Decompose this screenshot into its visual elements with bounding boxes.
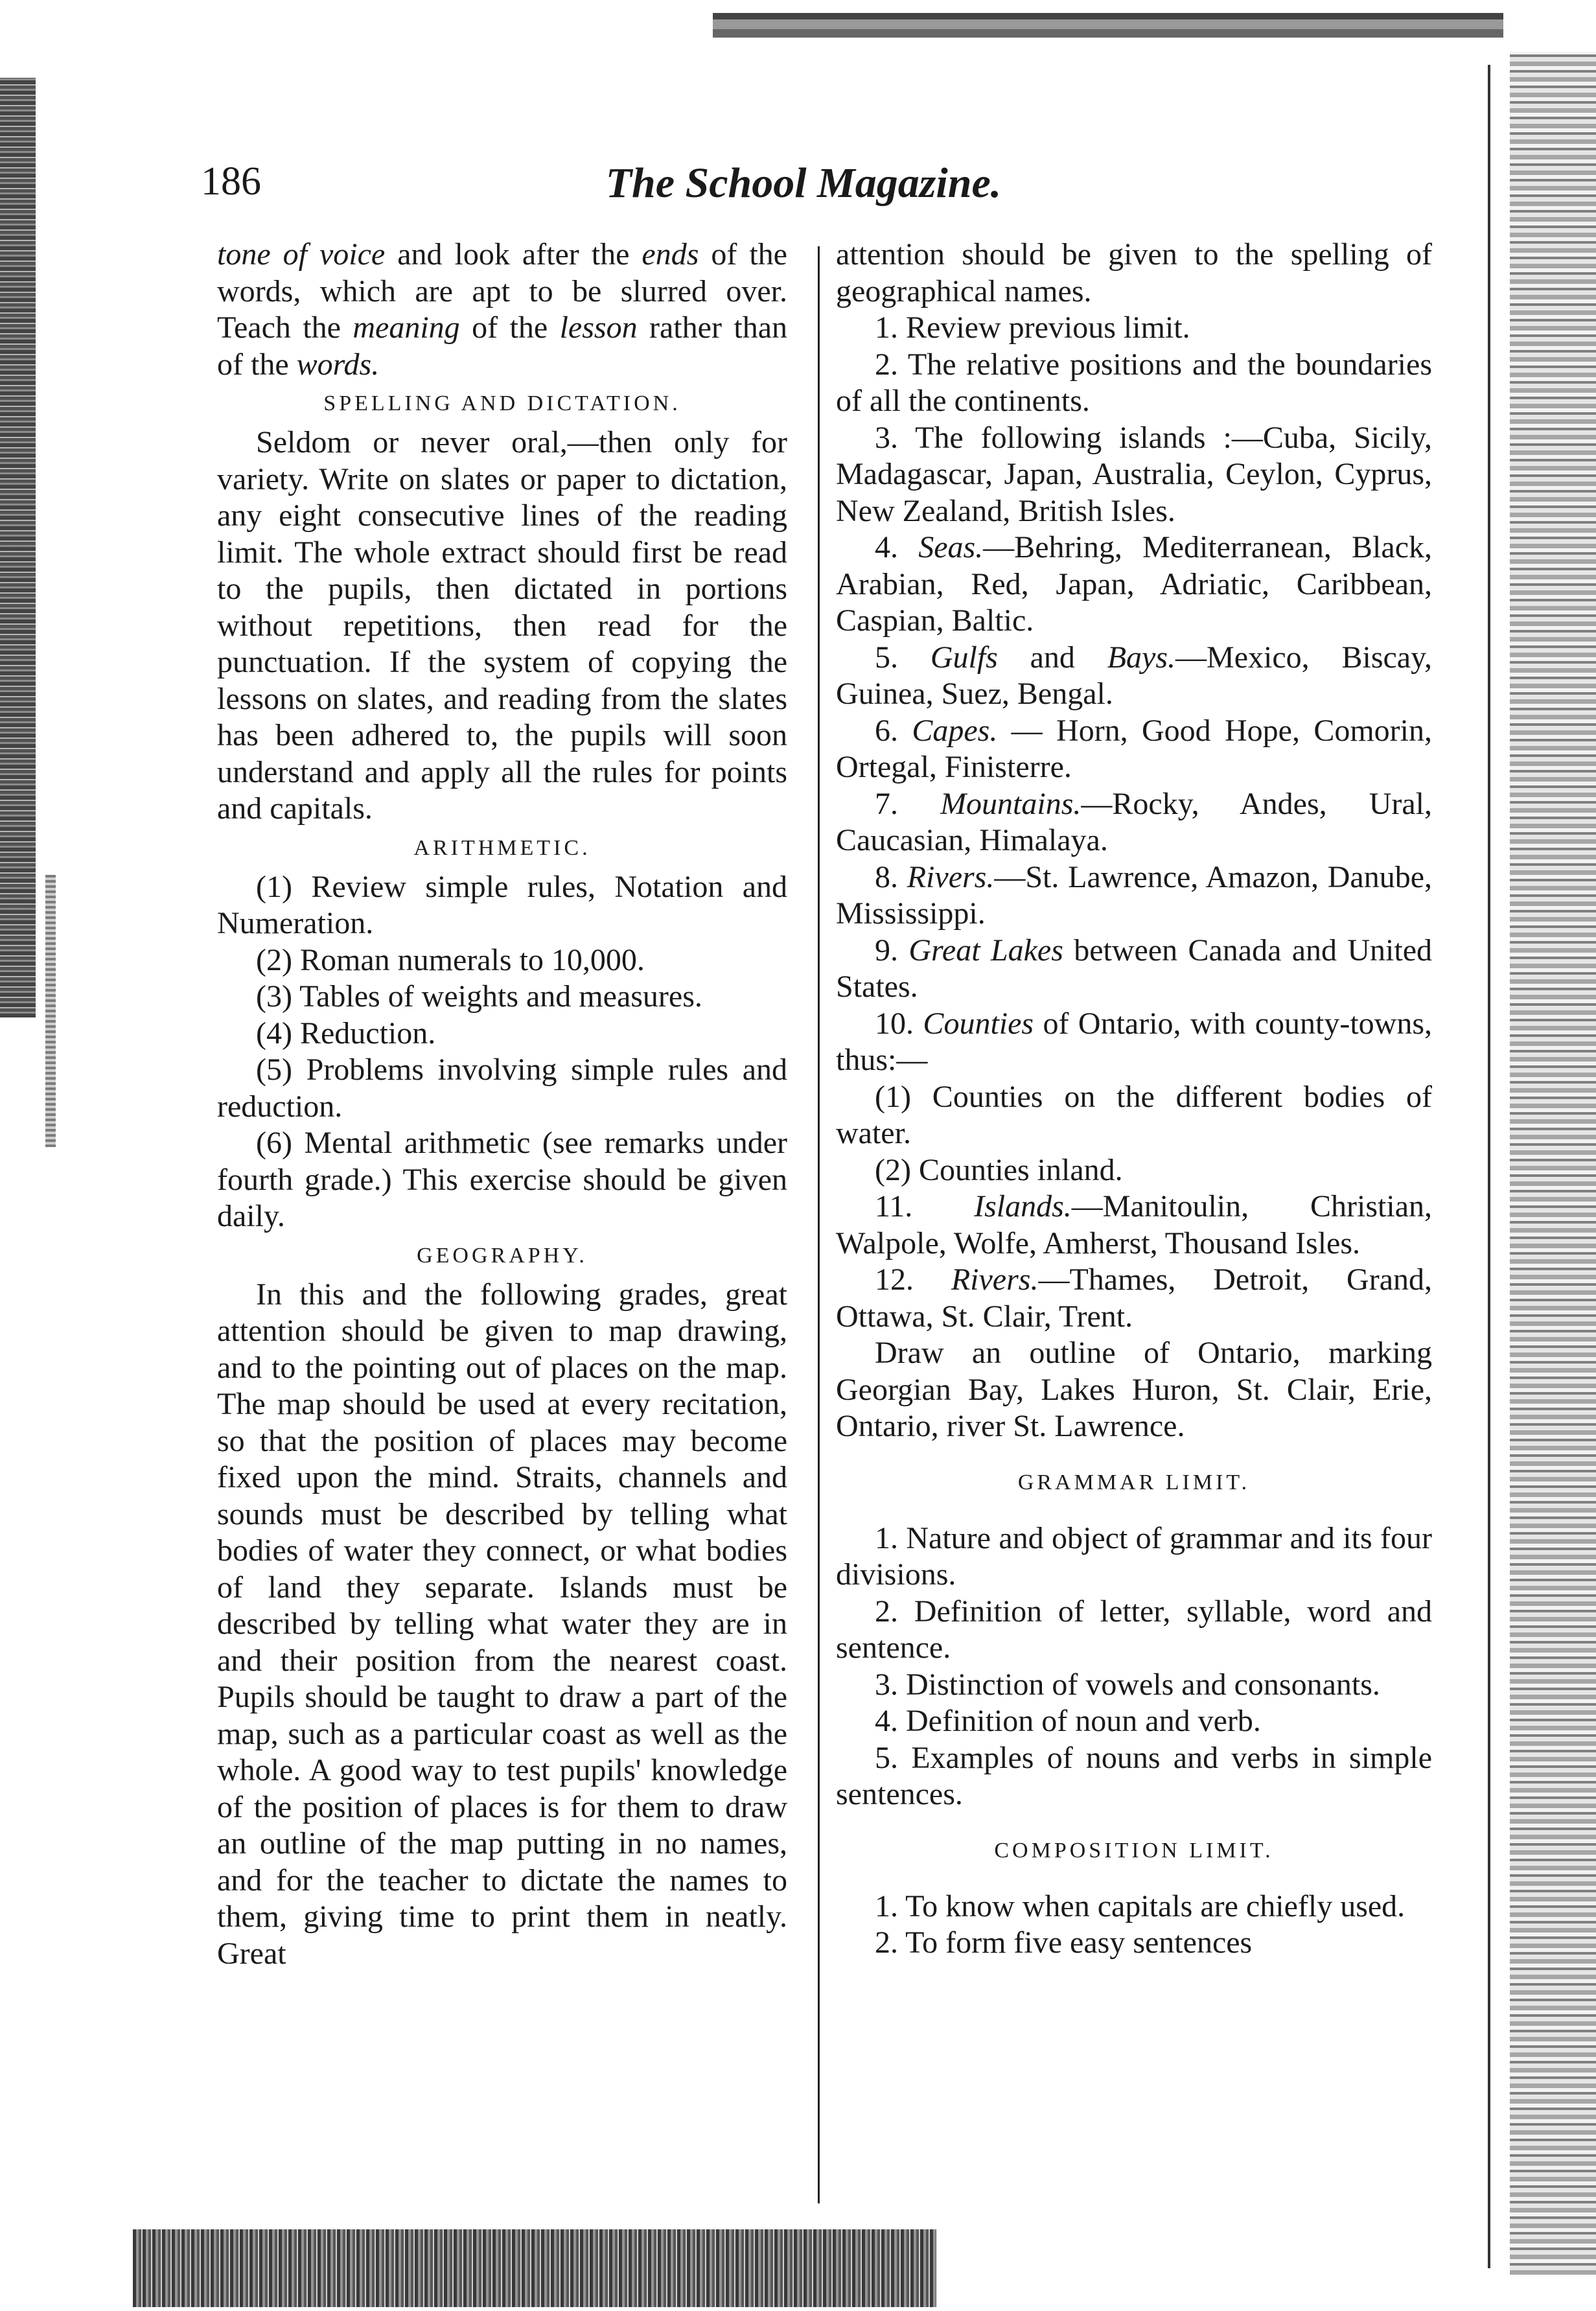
item-text: between Canada and United States. xyxy=(836,933,1433,1004)
emphasis-text: meaning xyxy=(353,310,460,345)
emphasis-text: tone of voice xyxy=(217,237,386,272)
item-number: 4. xyxy=(875,530,919,564)
right-column xyxy=(836,237,1432,1962)
item-number: 10. xyxy=(875,1006,923,1041)
list-item xyxy=(836,933,1432,1006)
list-item: (3) Tables of weights and measures. xyxy=(256,979,702,1014)
list-item: 2. Definition of letter, syllable, word and sentence. xyxy=(836,1594,1432,1665)
list-item xyxy=(836,1262,1432,1335)
item-number: 12. xyxy=(875,1262,951,1297)
section-heading-spelling: SPELLING AND DICTATION. xyxy=(323,391,681,415)
list-item: (1) Counties on the different bodies of water. xyxy=(836,1079,1432,1150)
body-text: rather than of the xyxy=(217,310,787,382)
section-heading-grammar: GRAMMAR LIMIT. xyxy=(1017,1470,1251,1494)
item-number: 8. xyxy=(875,859,907,894)
emphasis-text: ends xyxy=(642,237,699,272)
item-number: 5. xyxy=(875,640,931,675)
item-text: and xyxy=(997,640,1107,675)
list-item xyxy=(836,859,1432,933)
list-item: 1. Nature and object of grammar and its four divisions. xyxy=(836,1520,1432,1592)
list-item: 2. To form five easy sentences xyxy=(875,1925,1253,1960)
item-number: 9. xyxy=(875,933,909,968)
section-heading-composition: COMPOSITION LIMIT. xyxy=(994,1838,1274,1863)
paragraph-tone-of-voice xyxy=(217,237,787,383)
list-item: 2. The relative positions and the boundaries of all the continents. xyxy=(836,347,1432,418)
scan-edge-bottom xyxy=(133,2229,936,2307)
item-label: Counties xyxy=(923,1006,1034,1041)
scan-edge-left-lower xyxy=(45,875,56,1147)
item-label: Seas. xyxy=(918,530,984,564)
column-divider xyxy=(818,246,820,2203)
list-item: 3. Distinction of vowels and consonants. xyxy=(875,1667,1380,1702)
item-number: 6. xyxy=(875,713,912,748)
list-item: 1. To know when capitals are chiefly used. xyxy=(875,1888,1405,1923)
body-text: and look after the xyxy=(385,237,642,272)
item-label: Mountains. xyxy=(940,786,1081,821)
list-item: 3. The following islands :—Cuba, Sicily, Madagascar, Japan, Australia, Ceylon, Cyprus, New Zealand, British Isles. xyxy=(836,420,1432,528)
item-text: —St. Lawrence, Amazon, Danube, Mississippi. xyxy=(836,859,1433,931)
item-label: Bays. xyxy=(1107,640,1176,675)
running-title: The School Magazine. xyxy=(605,159,1002,207)
left-column xyxy=(217,237,787,1972)
scan-edge-top xyxy=(713,0,1503,45)
item-text: —Behring, Mediterranean, Black, Arabian, Red, Japan, Adriatic, Caribbean, Caspian, Baltic. xyxy=(836,530,1432,638)
list-item: (2) Roman numerals to 10,000. xyxy=(256,942,645,977)
list-item: 1. Review previous limit. xyxy=(875,310,1190,345)
list-item: (4) Reduction. xyxy=(256,1016,436,1051)
item-text: —Thames, Detroit, Grand, Ottawa, St. Clair, Trent. xyxy=(836,1262,1433,1334)
list-item xyxy=(836,713,1432,786)
section-heading-arithmetic: ARITHMETIC. xyxy=(413,835,591,860)
section-heading-geography: GEOGRAPHY. xyxy=(417,1243,588,1268)
item-number: 7. xyxy=(875,786,941,821)
list-item xyxy=(836,1006,1432,1079)
item-label: Rivers. xyxy=(907,859,995,894)
list-item xyxy=(836,529,1432,640)
list-item xyxy=(836,1189,1432,1262)
list-item xyxy=(836,640,1432,713)
list-item: (1) Review simple rules, Notation and Numeration. xyxy=(217,869,787,940)
item-text: —Rocky, Andes, Ural, Caucasian, Himalaya. xyxy=(836,786,1433,857)
list-item: 4. Definition of noun and verb. xyxy=(875,1704,1261,1738)
list-item: (5) Problems involving simple rules and reduction. xyxy=(217,1052,787,1124)
list-item: (2) Counties inland. xyxy=(875,1152,1123,1187)
paragraph-continuation: attention should be given to the spelling of geographical names. xyxy=(836,237,1432,308)
item-text: —Manitoulin, Christian, Walpole, Wolfe, Amherst, Thousand Isles. xyxy=(836,1189,1432,1260)
list-item: (6) Mental arithmetic (see remarks under fourth grade.) This exercise should be given daily. xyxy=(217,1126,787,1233)
list-item: 5. Examples of nouns and verbs in simple sentences. xyxy=(836,1740,1432,1811)
emphasis-text: words. xyxy=(296,347,380,382)
item-text: of Ontario, with county-towns, thus:— xyxy=(836,1006,1433,1077)
item-number: 11. xyxy=(875,1189,975,1224)
paragraph-draw-outline: Draw an outline of Ontario, marking Georgian Bay, Lakes Huron, St. Clair, Erie, Ontario, river St. Lawrence. xyxy=(836,1336,1432,1443)
scan-edge-right xyxy=(1510,52,1596,2275)
item-label: Gulfs xyxy=(930,640,998,675)
page-number: 186 xyxy=(201,159,261,203)
body-text: of the words, which are apt to be slurred over. Teach the xyxy=(217,237,787,345)
list-item xyxy=(836,786,1432,859)
paragraph-spelling: Seldom or never oral,—then only for variety. Write on slates or paper to dictation, any eight consecutive lines of the reading limit. The whole extract should first be read to the pupils, then dictated in portions without repetitions, then read for the punctuation. If the system of copying the lessons on slates, and reading from the slates has been adhered to, the pupils will soon understand and apply all the rules for points and capitals. xyxy=(217,425,787,826)
item-label: Rivers. xyxy=(951,1262,1039,1297)
body-text: of the xyxy=(459,310,560,345)
item-text: — Horn, Good Hope, Comorin, Ortegal, Finisterre. xyxy=(836,713,1433,784)
page-edge-rule xyxy=(1488,65,1490,2268)
item-text: —Mexico, Biscay, Guinea, Suez, Bengal. xyxy=(836,640,1432,711)
item-label: Great Lakes xyxy=(908,933,1063,968)
item-label: Capes. xyxy=(912,713,998,748)
paragraph-geography: In this and the following grades, great attention should be given to map drawing, and to the pointing out of places on the map. The map should be used at every recitation, so that the position of places may become fixed upon the mind. Straits, channels and sounds must be described by telling what bodies of water they connect, or what bodies of land they separate. Islands must be described by telling what water they are in and their position from the nearest coast. Pupils should be taught to draw a part of the map, such as a particular coast as well as the whole. A good way to test pupils' knowledge of the position of places is for them to draw an outline of the map putting in no names, and for the teacher to dictate the names to them, giving time to print them in neatly. Great xyxy=(217,1277,787,1971)
page-header xyxy=(201,159,1406,217)
emphasis-text: lesson xyxy=(559,310,638,345)
item-label: Islands. xyxy=(974,1189,1072,1224)
scan-edge-left xyxy=(0,78,36,1017)
